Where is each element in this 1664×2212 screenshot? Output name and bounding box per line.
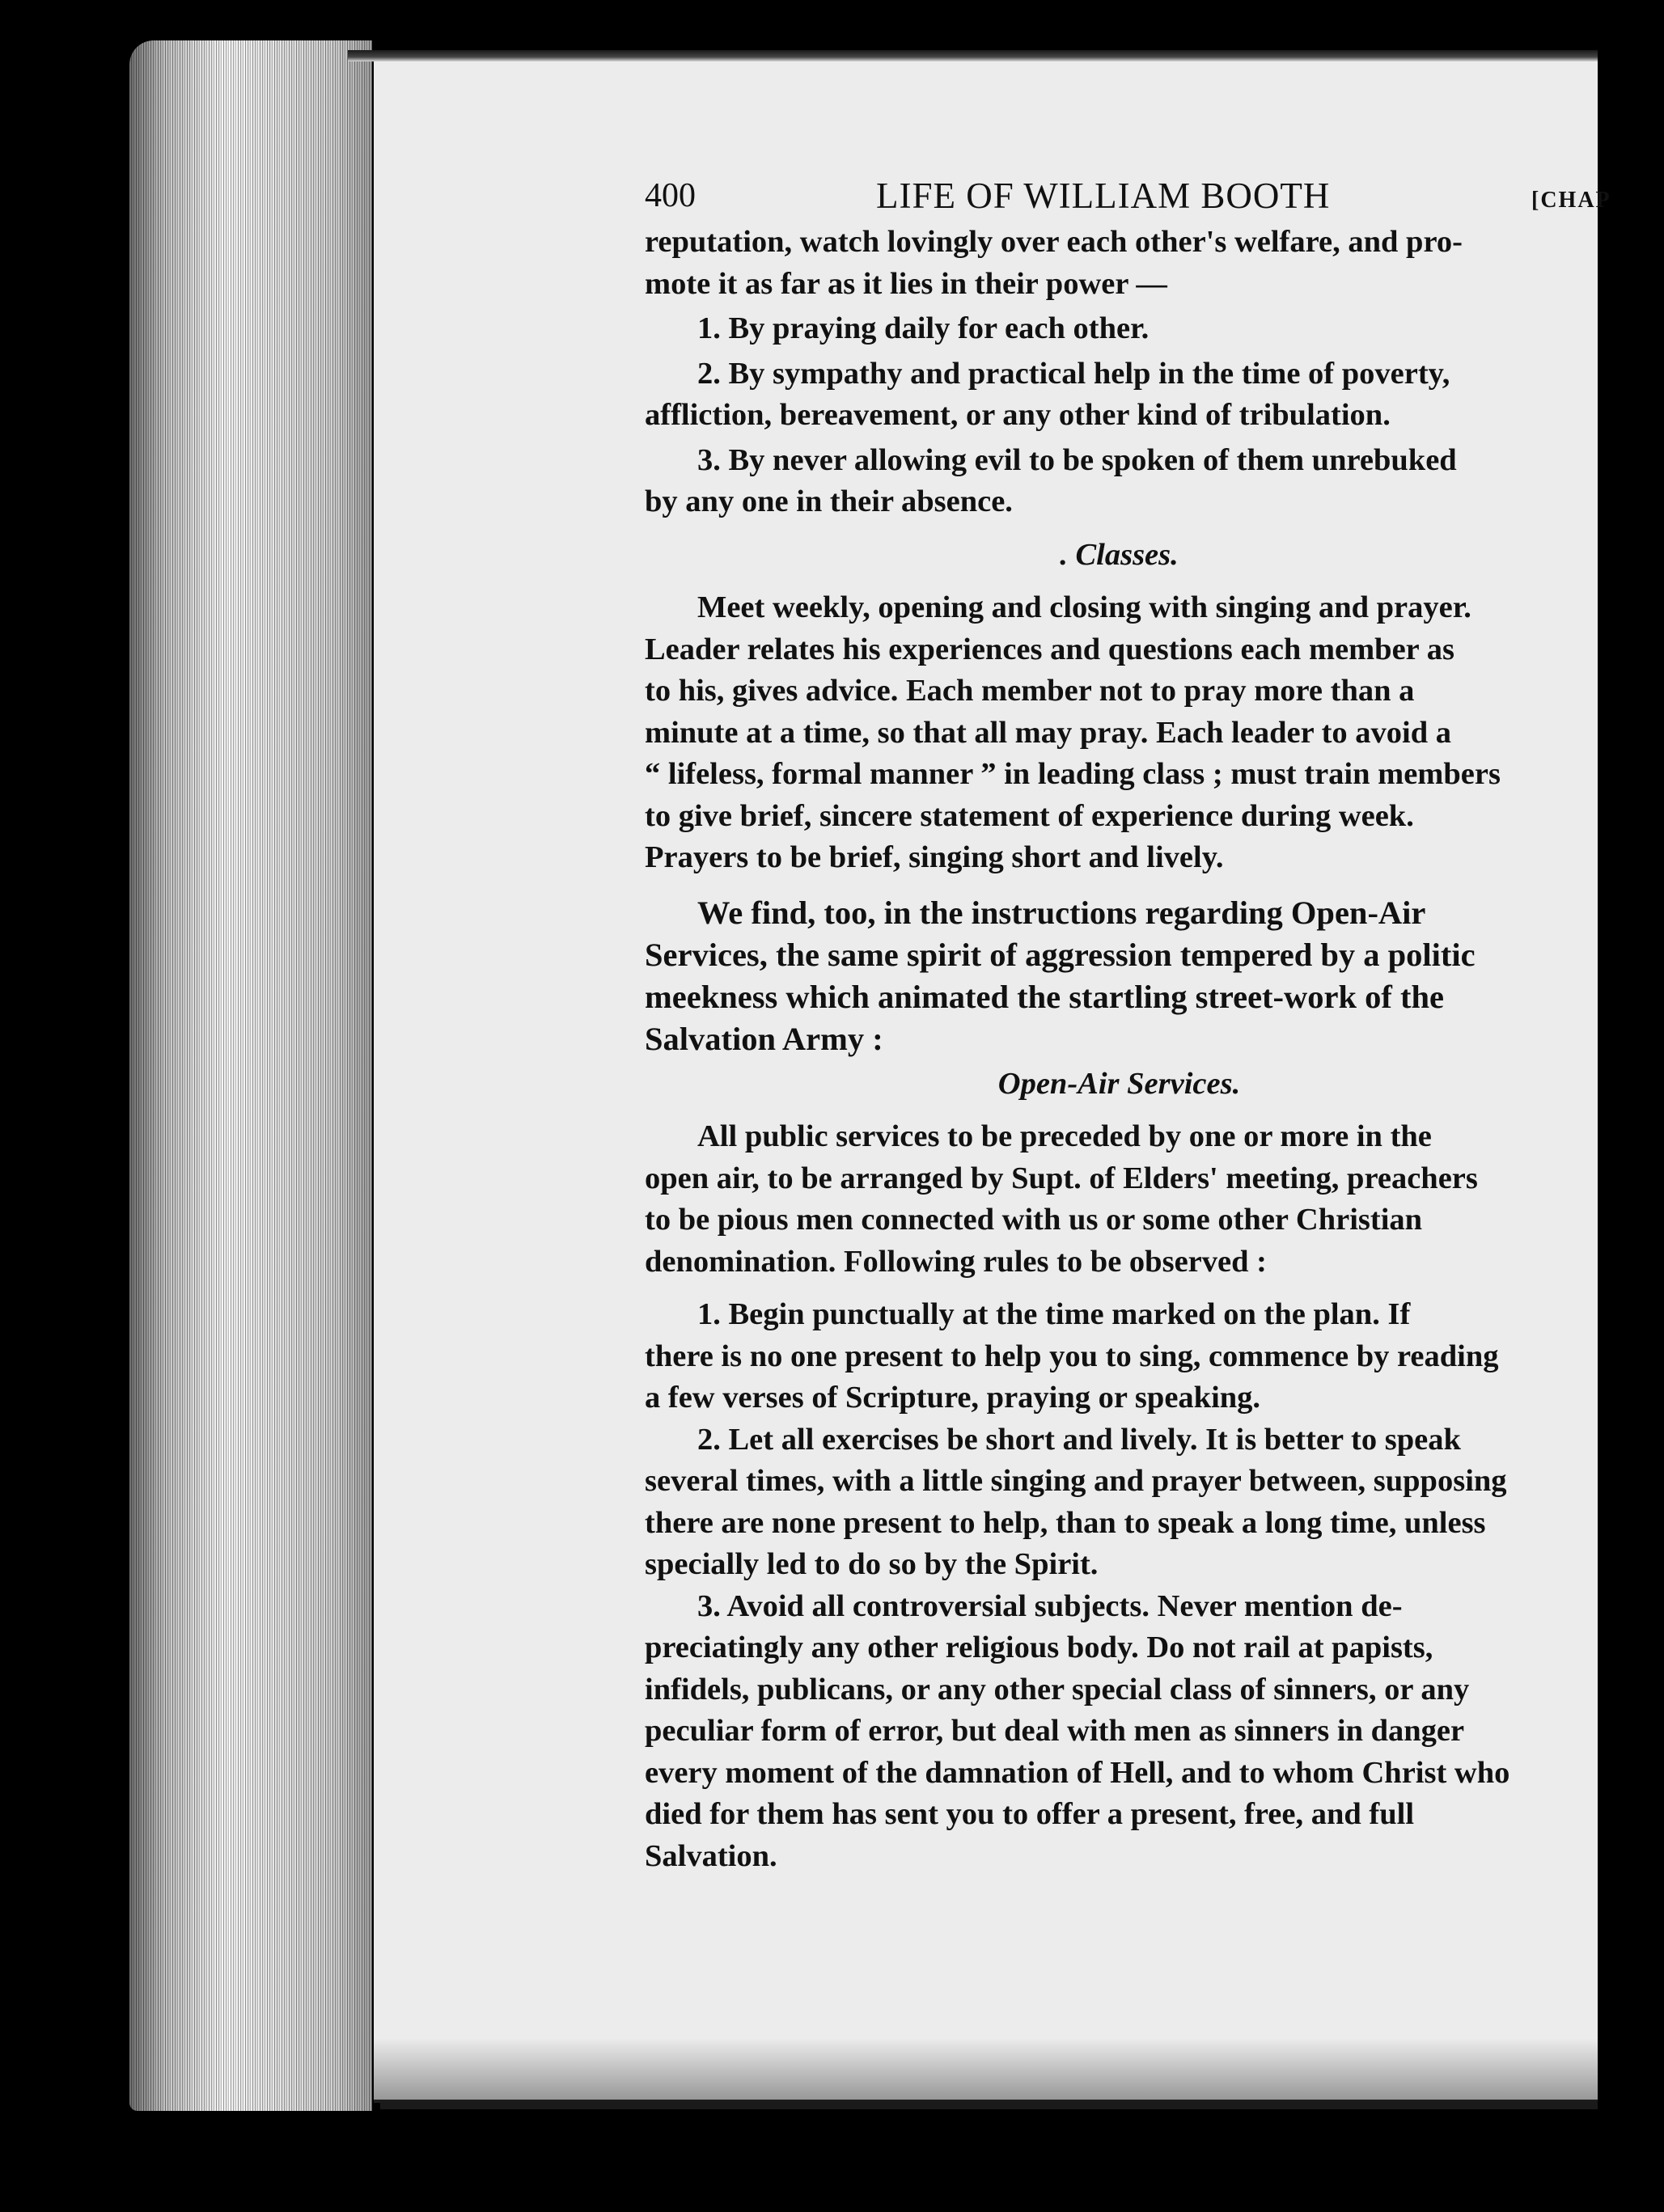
open-air-paragraph xyxy=(645,1116,1664,1283)
text-line: to his, gives advice. Each member not to pray more than a xyxy=(645,674,1415,708)
text-line: to give brief, sincere statement of experience during week. xyxy=(645,798,1414,833)
page-bottom-shadow xyxy=(374,2038,1598,2103)
open-air-heading: Open-Air Services. xyxy=(997,1066,1241,1101)
text-line: affliction, bereavement, or any other kind of tribulation. xyxy=(645,398,1391,432)
text-line: Prayers to be brief, singing short and lively. xyxy=(645,840,1224,874)
page-top-edge xyxy=(348,50,1598,61)
text-line: denomination. Following rules to be observed : xyxy=(645,1244,1267,1279)
text-line: by any one in their absence. xyxy=(645,484,1013,518)
text-line: 2. Let all exercises be short and lively. It is better to speak xyxy=(697,1422,1461,1457)
text-line: several times, with a little singing and prayer between, supposing xyxy=(645,1464,1507,1498)
page-number: 400 xyxy=(645,177,696,214)
fore-edge-shading xyxy=(129,40,372,2111)
text-line: specially led to do so by the Spirit. xyxy=(645,1547,1099,1581)
text-line: minute at a time, so that all may pray. Each leader to avoid a xyxy=(645,715,1452,750)
text-line: All public services to be preceded by one or more in the xyxy=(697,1119,1432,1153)
open-air-rule-2 xyxy=(645,1419,1664,1586)
text-line: Meet weekly, opening and closing with singing and prayer. xyxy=(697,590,1471,624)
text-line: peculiar form of error, but deal with men as sinners in danger xyxy=(645,1714,1465,1748)
narrative-paragraph xyxy=(645,892,1664,1060)
page-text xyxy=(645,170,1664,1877)
text-line: 1. By praying daily for each other. xyxy=(697,311,1150,345)
text-line: 3. By never allowing evil to be spoken of them unrebuked xyxy=(697,442,1457,477)
open-air-rule-1 xyxy=(645,1294,1664,1419)
body-text xyxy=(645,222,1664,1877)
chapter-label: [CHAP xyxy=(1531,188,1611,213)
text-line: died for them has sent you to offer a present, free, and full xyxy=(645,1797,1415,1831)
text-line: preciatingly any other religious body. Do not rail at papists, xyxy=(645,1630,1433,1664)
text-line: meekness which animated the startling street-work of the xyxy=(645,978,1444,1015)
rule-1 xyxy=(645,308,1664,350)
text-line: We find, too, in the instructions regarding Open-Air xyxy=(697,894,1426,931)
text-line: there are none present to help, than to speak a long time, unless xyxy=(645,1505,1486,1540)
text-line: 1. Begin punctually at the time marked on the plan. If xyxy=(697,1297,1411,1331)
text-line: Salvation Army : xyxy=(645,1020,883,1057)
rule-3 xyxy=(645,440,1664,523)
text-line: mote it as far as it lies in their power — xyxy=(645,266,1167,301)
text-line: Salvation. xyxy=(645,1838,777,1873)
classes-heading: . Classes. xyxy=(1060,537,1179,572)
rule-2 xyxy=(645,353,1664,437)
text-line: reputation, watch lovingly over each other's welfare, and pro- xyxy=(645,225,1463,259)
running-head xyxy=(645,170,1664,222)
book-title: LIFE OF WILLIAM BOOTH xyxy=(876,176,1331,216)
page-bottom-edge xyxy=(380,2101,1598,2109)
text-line: Leader relates his experiences and questions each member as xyxy=(645,632,1454,666)
text-line: every moment of the damnation of Hell, and to whom Christ who xyxy=(645,1755,1510,1790)
classes-paragraph xyxy=(645,587,1664,879)
intro-paragraph xyxy=(645,222,1664,305)
text-line: Services, the same spirit of aggression tempered by a politic xyxy=(645,936,1476,973)
text-line: there is no one present to help you to sing, commence by reading xyxy=(645,1339,1499,1373)
text-line: “ lifeless, formal manner ” in leading class ; must train members xyxy=(645,757,1501,791)
text-line: 3. Avoid all controversial subjects. Never mention de- xyxy=(697,1588,1403,1623)
text-line: open air, to be arranged by Supt. of Elders' meeting, preachers xyxy=(645,1161,1478,1195)
text-line: a few verses of Scripture, praying or speaking. xyxy=(645,1381,1261,1415)
text-line: 2. By sympathy and practical help in the time of poverty, xyxy=(697,356,1450,391)
text-line: infidels, publicans, or any other special class of sinners, or any xyxy=(645,1672,1470,1707)
text-line: to be pious men connected with us or some other Christian xyxy=(645,1203,1423,1237)
open-air-rule-3 xyxy=(645,1586,1664,1878)
